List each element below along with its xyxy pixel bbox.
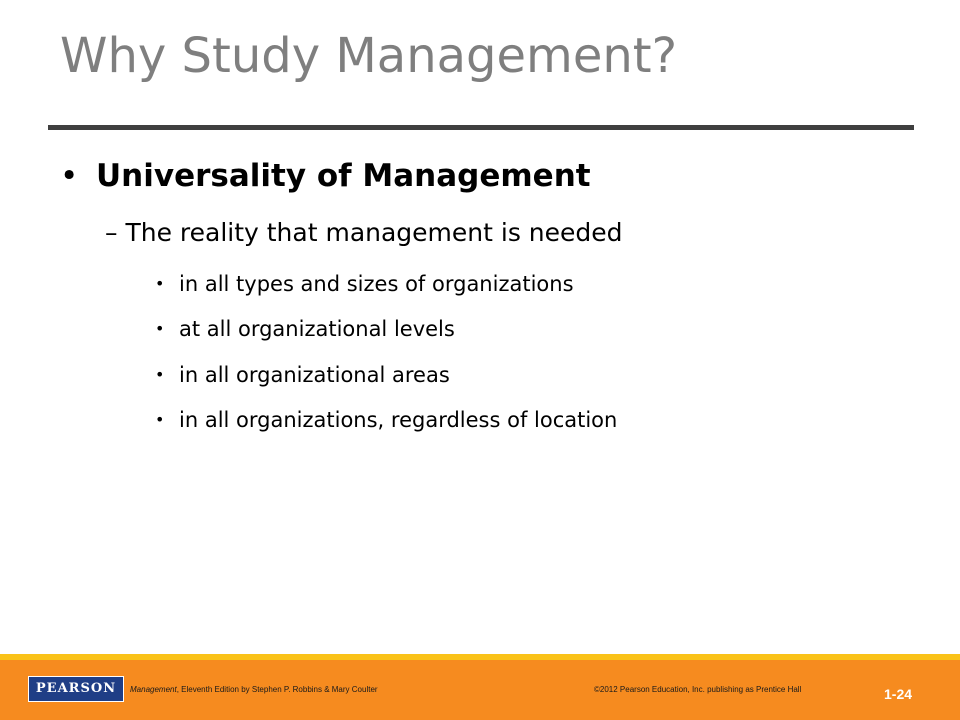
book-authors: , Eleventh Edition by Stephen P. Robbins & Mary Coulter — [176, 685, 378, 694]
copyright-notice: ©2012 Pearson Education, Inc. publishing as Prentice Hall — [594, 685, 802, 694]
bullet-icon: • — [155, 319, 165, 338]
list-item-text: in all organizational areas — [179, 363, 450, 387]
book-citation — [130, 685, 378, 694]
book-title: Management — [130, 685, 177, 694]
page-number: 1-24 — [884, 686, 913, 702]
bullet-icon: • — [155, 410, 165, 429]
title-divider — [48, 125, 914, 130]
bullet-icon: • — [155, 274, 165, 293]
bullet-icon: • — [155, 365, 165, 384]
bullet-icon: • — [60, 158, 79, 194]
list-item-text: in all organizations, regardless of location — [179, 408, 618, 432]
pearson-logo: PEARSON — [28, 676, 124, 702]
sub-point: – The reality that management is needed — [105, 218, 623, 247]
heading-text: Universality of Management — [96, 158, 591, 194]
slide-title: Why Study Management? — [60, 28, 678, 84]
list-item-text: in all types and sizes of organizations — [179, 272, 574, 296]
list-item-text: at all organizational levels — [179, 317, 455, 341]
